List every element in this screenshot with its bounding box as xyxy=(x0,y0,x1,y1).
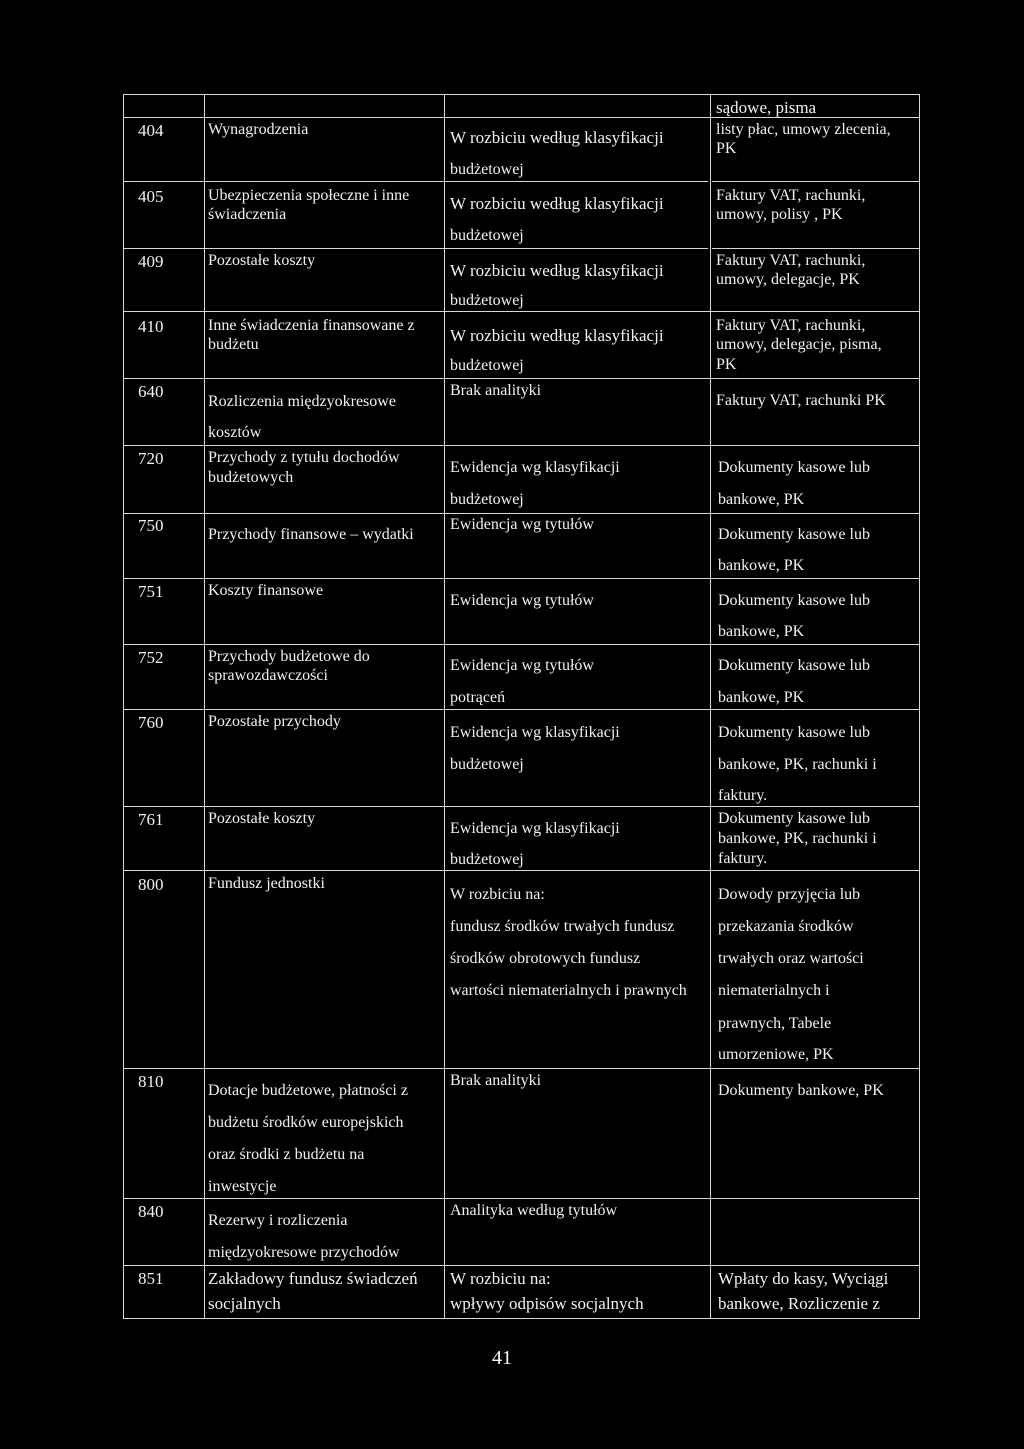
document-types: Wpłaty do kasy, Wyciągi xyxy=(718,1269,889,1288)
analytics-text: budżetowej xyxy=(450,357,524,374)
account-name: Pozostałe koszty xyxy=(208,252,316,269)
account-name: Przychody z tytułu dochodów xyxy=(208,449,400,466)
column-rule xyxy=(123,94,124,1319)
account-code: 640 xyxy=(138,382,164,401)
document-types: umowy, delegacje, pisma, xyxy=(716,336,882,353)
account-name: budżetowych xyxy=(208,469,294,486)
analytics-text: wpływy odpisów socjalnych xyxy=(450,1294,644,1313)
account-code: 760 xyxy=(138,713,164,732)
document-types: Dokumenty kasowe lub xyxy=(718,724,870,741)
account-name: Dotacje budżetowe, płatności z xyxy=(208,1082,408,1099)
analytics-text: W rozbiciu według klasyfikacji xyxy=(450,128,664,147)
analytics-text: Ewidencja wg klasyfikacji xyxy=(450,724,620,741)
document-types: Faktury VAT, rachunki PK xyxy=(716,392,886,409)
account-name: Fundusz jednostki xyxy=(208,875,325,892)
account-name: Wynagrodzenia xyxy=(208,121,309,138)
analytics-text: W rozbiciu na: xyxy=(450,1269,551,1288)
document-types: bankowe, PK, rachunki i xyxy=(718,830,877,847)
document-types: Dokumenty bankowe, PK xyxy=(718,1082,884,1099)
analytics-text: budżetowej xyxy=(450,161,524,178)
account-name: budżetu środków europejskich xyxy=(208,1114,404,1131)
account-name: kosztów xyxy=(208,424,262,441)
document-types: trwałych oraz wartości xyxy=(718,950,864,967)
account-code: 761 xyxy=(138,810,164,829)
row-rule xyxy=(123,181,708,182)
analytics-text: budżetowej xyxy=(450,227,524,244)
account-code: 409 xyxy=(138,252,164,271)
account-name: oraz środki z budżetu na xyxy=(208,1146,365,1163)
analytics-text: fundusz środków trwałych fundusz xyxy=(450,918,675,935)
row-rule xyxy=(123,806,920,807)
document-types: PK xyxy=(716,140,737,157)
document-types: bankowe, PK xyxy=(718,689,805,706)
row-rule xyxy=(123,117,920,118)
account-name: Przychody finansowe – wydatki xyxy=(208,526,414,543)
account-code: 752 xyxy=(138,648,164,667)
analytics-text: budżetowej xyxy=(450,756,524,773)
analytics-text: W rozbiciu według klasyfikacji xyxy=(450,194,664,213)
account-name: Inne świadczenia finansowane z xyxy=(208,317,415,334)
column-rule xyxy=(919,94,920,1319)
row-rule xyxy=(712,181,920,182)
analytics-text: Brak analityki xyxy=(450,382,542,399)
document-types: umowy, polisy , PK xyxy=(716,206,843,223)
analytics-text: Analityka według tytułów xyxy=(450,1202,618,1219)
document-types: umorzeniowe, PK xyxy=(718,1046,834,1063)
row-rule xyxy=(123,1068,920,1069)
analytics-text: potrąceń xyxy=(450,689,506,706)
document-types: bankowe, Rozliczenie z xyxy=(718,1294,880,1313)
row-rule xyxy=(123,578,920,579)
row-rule xyxy=(123,311,920,312)
account-name: Pozostałe przychody xyxy=(208,713,341,730)
account-name: sprawozdawczości xyxy=(208,667,328,684)
analytics-text: Ewidencja wg tytułów xyxy=(450,592,594,609)
row-rule xyxy=(123,248,708,249)
table-top-rule xyxy=(123,94,920,95)
analytics-text: W rozbiciu według klasyfikacji xyxy=(450,326,664,345)
column-rule xyxy=(710,94,711,1319)
account-name: Rezerwy i rozliczenia xyxy=(208,1212,348,1229)
document-types: prawnych, Tabele xyxy=(718,1015,832,1032)
account-name: Rozliczenia międzyokresowe xyxy=(208,393,396,410)
column-rule xyxy=(444,94,445,1319)
row-rule xyxy=(123,513,920,514)
account-code: 720 xyxy=(138,449,164,468)
account-code: 404 xyxy=(138,121,164,140)
document-types: bankowe, PK xyxy=(718,491,805,508)
account-code: 410 xyxy=(138,317,164,336)
account-name: Pozostałe koszty xyxy=(208,810,316,827)
analytics-text: Ewidencja wg tytułów xyxy=(450,516,594,533)
row-rule xyxy=(123,709,920,710)
account-code: 810 xyxy=(138,1072,164,1091)
document-types: Dokumenty kasowe lub xyxy=(718,526,870,543)
account-name: Przychody budżetowe do xyxy=(208,648,370,665)
account-code: 751 xyxy=(138,582,164,601)
document-types: Dokumenty kasowe lub xyxy=(718,810,870,827)
analytics-text: budżetowej xyxy=(450,851,524,868)
account-name: świadczenia xyxy=(208,206,287,223)
analytics-text: W rozbiciu na: xyxy=(450,886,545,903)
analytics-text: Ewidencja wg tytułów xyxy=(450,657,594,674)
row-rule xyxy=(123,1265,920,1266)
page-number: 41 xyxy=(492,1347,512,1369)
account-name: Zakładowy fundusz świadczeń xyxy=(208,1269,418,1288)
account-name: socjalnych xyxy=(208,1294,281,1313)
document-types: faktury. xyxy=(718,787,768,804)
document-types: Faktury VAT, rachunki, xyxy=(716,187,866,204)
row-rule xyxy=(712,248,920,249)
document-types: niematerialnych i xyxy=(718,982,830,999)
document-types: Dokumenty kasowe lub xyxy=(718,459,870,476)
document-types: bankowe, PK, rachunki i xyxy=(718,756,877,773)
document-types: faktury. xyxy=(718,850,768,867)
row-rule xyxy=(123,1198,920,1199)
docs-header-fragment: sądowe, pisma xyxy=(716,98,817,117)
analytics-text: budżetowej xyxy=(450,491,524,508)
account-code: 405 xyxy=(138,187,164,206)
analytics-text: Ewidencja wg klasyfikacji xyxy=(450,459,620,476)
column-rule xyxy=(204,94,205,1319)
account-code: 750 xyxy=(138,516,164,535)
account-name: budżetu xyxy=(208,336,259,353)
account-code: 840 xyxy=(138,1202,164,1221)
document-types: listy płac, umowy zlecenia, xyxy=(716,121,891,138)
table-bottom-rule xyxy=(123,1318,920,1319)
analytics-text: W rozbiciu według klasyfikacji xyxy=(450,261,664,280)
analytics-text: wartości niematerialnych i prawnych xyxy=(450,982,687,999)
analytics-text: budżetowej xyxy=(450,292,524,309)
analytics-text: Brak analityki xyxy=(450,1072,542,1089)
account-code: 800 xyxy=(138,875,164,894)
document-types: przekazania środków xyxy=(718,918,854,935)
document-types: Faktury VAT, rachunki, xyxy=(716,317,866,334)
row-rule xyxy=(123,870,920,871)
account-name: Koszty finansowe xyxy=(208,582,324,599)
row-rule xyxy=(123,644,920,645)
row-rule xyxy=(123,445,920,446)
analytics-text: Ewidencja wg klasyfikacji xyxy=(450,820,620,837)
account-name: Ubezpieczenia społeczne i inne xyxy=(208,187,410,204)
document-types: Dokumenty kasowe lub xyxy=(718,657,870,674)
row-rule xyxy=(123,378,920,379)
document-types: Faktury VAT, rachunki, xyxy=(716,252,866,269)
account-name: inwestycje xyxy=(208,1178,277,1195)
account-name: międzyokresowe przychodów xyxy=(208,1244,400,1261)
document-types: bankowe, PK xyxy=(718,557,805,574)
document-types: Dowody przyjęcia lub xyxy=(718,886,861,903)
analytics-text: środków obrotowych fundusz xyxy=(450,950,641,967)
account-code: 851 xyxy=(138,1269,164,1288)
document-types: Dokumenty kasowe lub xyxy=(718,592,870,609)
document-types: PK xyxy=(716,356,737,373)
document-types: bankowe, PK xyxy=(718,623,805,640)
document-types: umowy, delegacje, PK xyxy=(716,271,860,288)
